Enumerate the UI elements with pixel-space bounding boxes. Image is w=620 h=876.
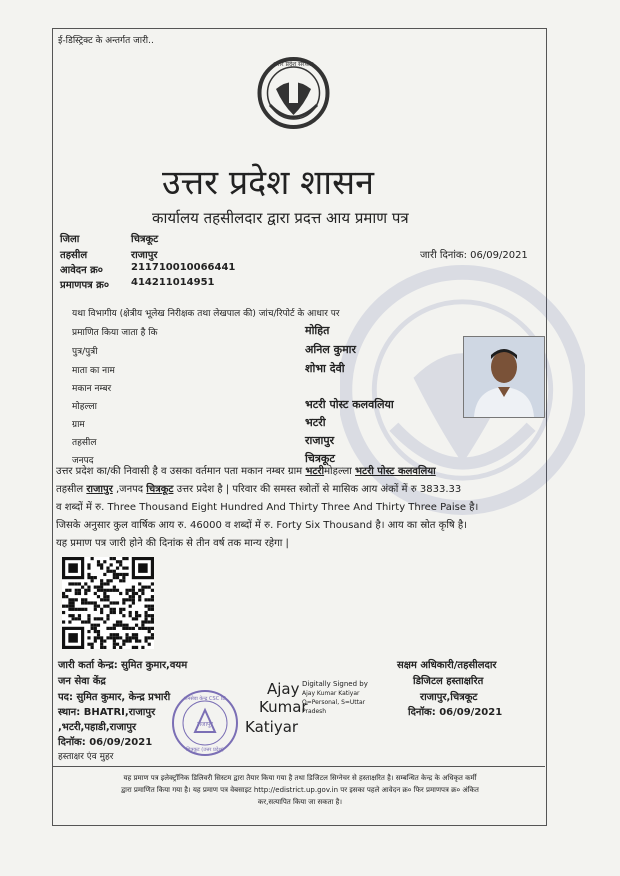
field-label: मकान नम्बर (72, 384, 112, 394)
authority-place: राजापुर,चित्रकूट (420, 692, 478, 703)
issuer-address: ,भटरी,पहाडी,राजापुर (58, 722, 137, 733)
certificate-subtitle: कार्यालय तहसीलदार द्वारा प्रदत्त आय प्रमाण पत्र (152, 209, 409, 227)
body-line-1: उत्तर प्रदेश का/की निवासी है व उसका वर्तमान पता मकान नम्बर ग्राम भटरीमोहल्ला भटरी पोस्ट कलवलिया (56, 466, 436, 477)
authority-digital: डिजिटल हस्ताक्षरित (413, 676, 484, 687)
footer-divider (52, 766, 545, 767)
page-title: उत्तर प्रदेश शासन (162, 163, 374, 203)
up-government-emblem-icon (256, 53, 331, 138)
field-value-mother: शोभा देवी (305, 362, 345, 375)
issuer-date: दिनॉक: 06/09/2021 (58, 737, 153, 748)
field-value-district: चित्रकूट (305, 452, 335, 465)
svg-text:चित्रकूट (उत्तर प्रदेश): चित्रकूट (उत्तर प्रदेश) (186, 747, 224, 753)
applicant-photo (463, 336, 545, 418)
field-label: जनपद (72, 456, 94, 466)
issuer-center: जारी कर्ता केन्द्र: सुमित कुमार,वयम (58, 660, 188, 671)
field-label: पुत्र/पुत्री (72, 347, 98, 357)
tehsil-label: तहसील (60, 250, 88, 261)
svg-text:राजापुर: राजापुर (197, 721, 213, 728)
field-value-tehsil: राजापुर (305, 434, 335, 447)
header-note: ई-डिस्ट्रिक्ट के अन्तर्गत जारी.. (58, 36, 154, 46)
authority-date: दिनॉक: 06/09/2021 (408, 707, 503, 718)
authority-title: सक्षम अधिकारी/तहसीलदार (397, 660, 497, 671)
issuer-center-type: जन सेवा केंद्र (58, 676, 106, 687)
issuer-post: पद: सुमित कुमार, केन्द्र प्रभारी (58, 692, 171, 703)
issue-date: जारी दिनांक: 06/09/2021 (420, 250, 528, 261)
district-value: चित्रकूट (131, 234, 159, 245)
digital-signature: Ajay Kumar Katiyar Digitally Signed by Ajay Kumar Katiyar O=Personal, S=Uttar Pradesh (245, 680, 368, 736)
field-label: ग्राम (72, 420, 85, 430)
field-label: तहसील (72, 438, 97, 448)
qr-code-icon (62, 557, 154, 649)
intro-text: यथा विभागीय (क्षेत्रीय भूलेख निरीक्षक तथा लेखपाल की) जांच/रिपोर्ट के आधार पर (72, 309, 340, 319)
tehsil-value: राजापुर (131, 250, 158, 261)
certificate-number: 414211014951 (131, 277, 215, 288)
body-line-3: व शब्दों में रु. Three Thousand Eight Hundred And Thirty Three And Thirty Three Paise है। (56, 502, 479, 513)
issuer-place: स्थान: BHATRI,राजापुर (58, 707, 156, 718)
application-number: 211710010066441 (131, 262, 236, 273)
body-line-5: यह प्रमाण पत्र जारी होने की दिनांक से तीन वर्ष तक मान्य रहेगा | (56, 538, 289, 549)
body-line-4: जिसके अनुसार कुल वार्षिक आय रु. 46000 व शब्दों में रु. Forty Six Thousand है। आय का स्रोत कृषि है। (56, 520, 467, 531)
field-value-father: अनिल कुमार (305, 343, 357, 356)
svg-text:जनसेवा केन्द्र CSC ID: जनसेवा केन्द्र CSC ID (183, 696, 227, 702)
field-label: मोहल्ला (72, 402, 97, 412)
district-label: जिला (60, 234, 80, 245)
field-label: माता का नाम (72, 366, 115, 376)
application-label: आवेदन क्र० (60, 265, 104, 276)
body-line-2: तहसील राजापुर ,जनपद चित्रकूट उत्तर प्रदेश है | परिवार की समस्त स्त्रोतों से मासिक आय अंकों में रु 3833.33 (56, 484, 462, 495)
field-value-village: भटरी (305, 416, 326, 429)
issuer-sign-label: हस्ताक्षर एंव मुहर (58, 752, 114, 762)
field-label: प्रमाणित किया जाता है कि (72, 328, 158, 338)
certificate-label: प्रमाणपत्र क्र० (60, 280, 110, 291)
csc-seal-icon (170, 688, 240, 758)
field-value-locality: भटरी पोस्ट कलवलिया (305, 398, 394, 411)
footer-note: यह प्रमाण पत्र इलेक्ट्रॉनिक डिलिवरी सिस्टम द्वारा तैयार किया गया है तथा डिजिटल सिग्नेचर से हस्ताक्षरित है। सम्बन्धित केन्द्र के अधिकृत कर्मी द्वारा प्रमाणित किया गया है। यह प्रमाण पत्र वेबसाइट http://edistrict.up.gov.in पर इसका पहले आवेदन क्र० फिर प्रमाणपत्र क्र० अंकित कर,सत्यापित किया जा सकता है। (121, 774, 479, 806)
field-value-name: मोहित (305, 324, 330, 337)
emblem-text: उत्तर प्रदेश सरकार (273, 61, 314, 68)
